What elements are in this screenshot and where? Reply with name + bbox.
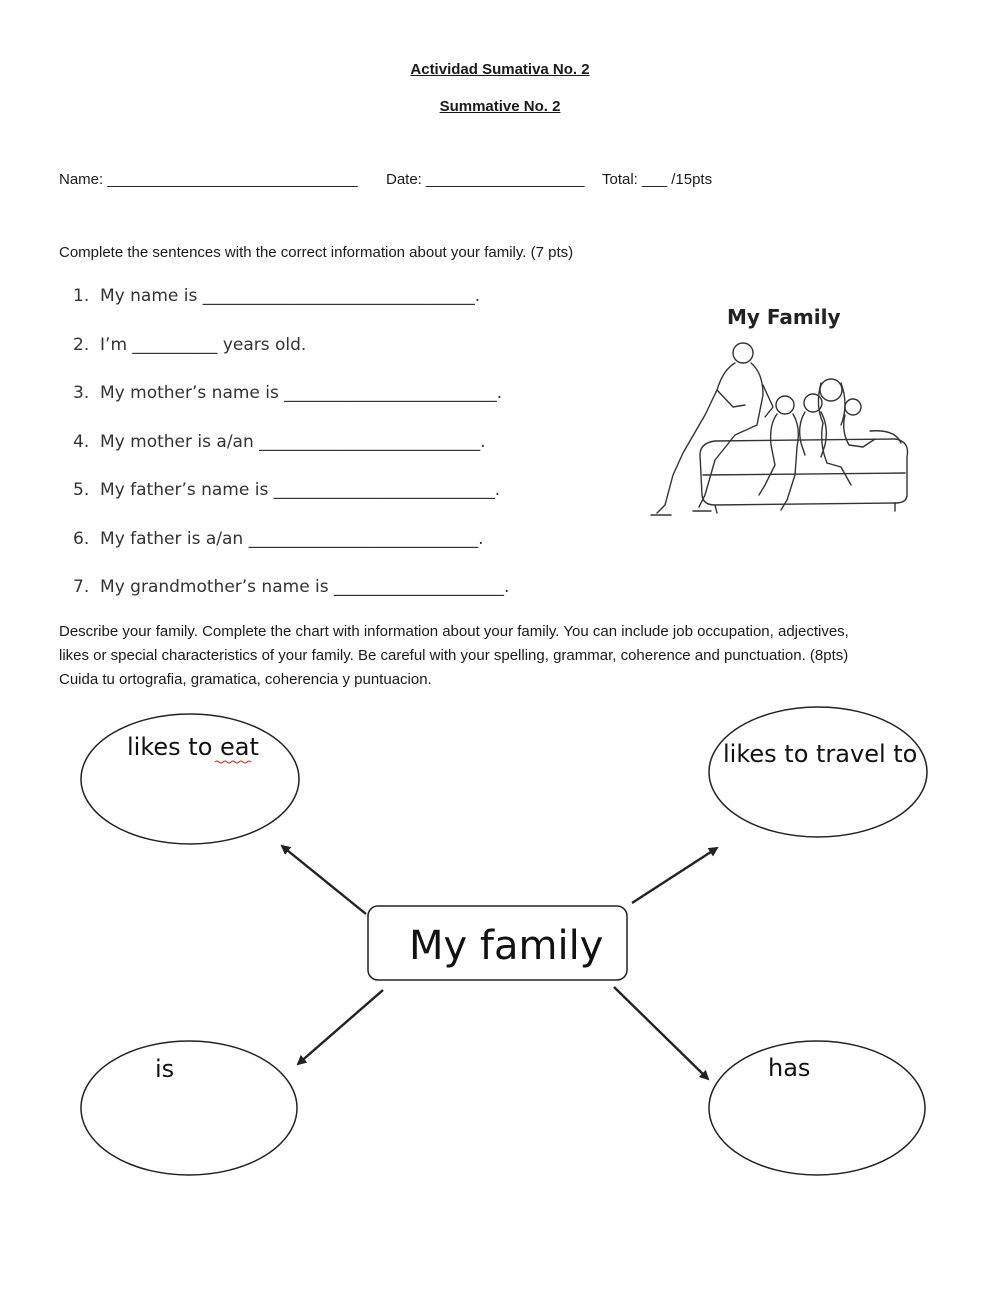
sentence-item[interactable]: 6. My father is a/an ___________________________.	[73, 529, 484, 549]
illustration-title: My Family	[727, 305, 841, 329]
arrow-to-bottom-right	[614, 987, 708, 1079]
sentence-item[interactable]: 5. My father’s name is __________________________.	[73, 480, 501, 500]
section2-instruction-line: Describe your family. Complete the chart with information about your family. You can include job occupation, adjectives,	[59, 623, 849, 640]
label-likes-to-eat: likes to eat	[127, 733, 259, 761]
sentence-item[interactable]: 1. My name is ________________________________.	[73, 286, 481, 306]
worksheet-title-english: Summative No. 2	[439, 98, 561, 115]
section2-instruction-line: likes or special characteristics of your family. Be careful with your spelling, grammar, coherence and punctuation. (8pts)	[59, 647, 849, 664]
center-label-my-family: My family	[409, 923, 604, 969]
bubble-top-right[interactable]	[709, 707, 927, 837]
section1-instruction: Complete the sentences with the correct information about your family. (7 pts)	[59, 244, 574, 261]
sentence-item[interactable]: 7. My grandmother’s name is ____________________.	[73, 577, 510, 597]
section2-instruction-line: Cuida tu ortografia, gramatica, coherencia y puntuacion.	[59, 671, 432, 688]
label-is: is	[155, 1055, 175, 1083]
worksheet-title-spanish: Actividad Sumativa No. 2	[410, 61, 590, 78]
name-field[interactable]: Name: ______________________________	[59, 171, 358, 188]
date-field[interactable]: Date: ___________________	[386, 171, 585, 188]
spellcheck-underline	[215, 761, 251, 763]
arrow-to-top-right	[632, 848, 717, 903]
total-field[interactable]: Total: ___ /15pts	[602, 171, 713, 188]
sentence-item[interactable]: 3. My mother’s name is _________________________.	[73, 383, 503, 403]
sentence-item[interactable]: 4. My mother is a/an __________________________.	[73, 432, 486, 452]
label-has: has	[768, 1054, 811, 1082]
bubble-bottom-left[interactable]	[81, 1041, 297, 1175]
bubble-bottom-right[interactable]	[709, 1041, 925, 1175]
arrow-to-top-left	[282, 846, 366, 914]
sentence-item[interactable]: 2. I’m __________ years old.	[73, 335, 307, 355]
label-likes-to-travel-to: likes to travel to	[723, 740, 918, 768]
arrow-to-bottom-left	[298, 990, 383, 1064]
